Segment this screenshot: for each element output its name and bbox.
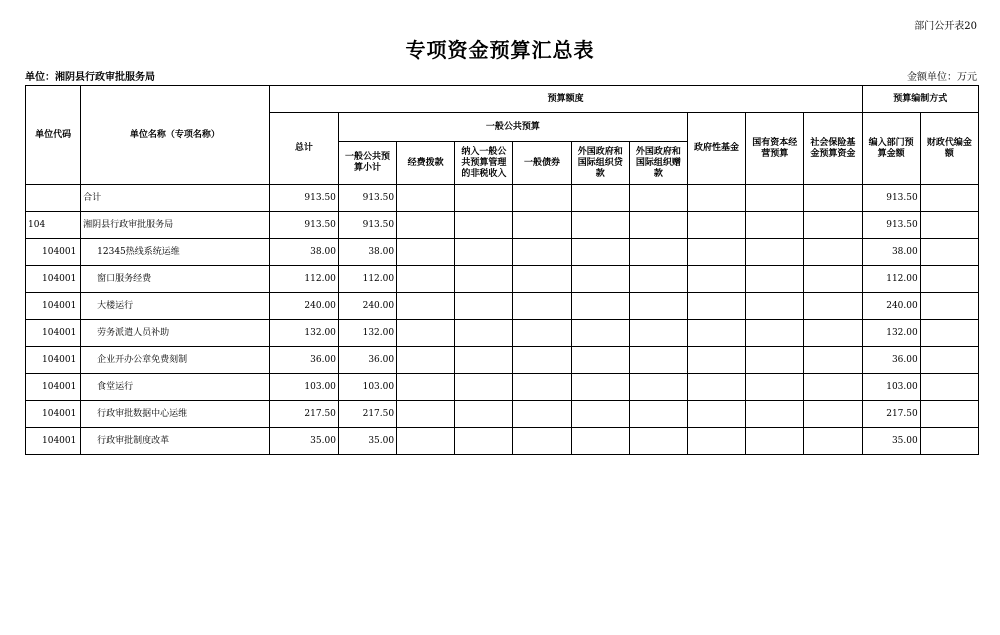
cell-foreign-grant bbox=[629, 347, 687, 374]
cell-fiscal-budget bbox=[920, 401, 978, 428]
cell-nontax bbox=[455, 374, 513, 401]
cell-gov-fund bbox=[687, 266, 745, 293]
cell-total: 38.00 bbox=[269, 239, 338, 266]
cell-fiscal-budget bbox=[920, 239, 978, 266]
header-dept-budget: 编入部门预算金额 bbox=[862, 113, 920, 185]
cell-nontax bbox=[455, 185, 513, 212]
cell-foreign-loan bbox=[571, 185, 629, 212]
cell-bond bbox=[513, 428, 571, 455]
cell-gp-subtotal: 36.00 bbox=[338, 347, 396, 374]
cell-gp-subtotal: 132.00 bbox=[338, 320, 396, 347]
cell-nontax bbox=[455, 293, 513, 320]
table-row bbox=[26, 320, 979, 347]
cell-social-insurance bbox=[804, 185, 862, 212]
cell-code bbox=[26, 185, 81, 212]
cell-dept-budget: 36.00 bbox=[862, 347, 920, 374]
cell-gov-fund bbox=[687, 212, 745, 239]
cell-foreign-loan bbox=[571, 212, 629, 239]
cell-gov-fund bbox=[687, 239, 745, 266]
header-general-public: 一般公共预算 bbox=[338, 113, 687, 142]
cell-total: 36.00 bbox=[269, 347, 338, 374]
header-fiscal-budget: 财政代编金额 bbox=[920, 113, 978, 185]
cell-foreign-grant bbox=[629, 212, 687, 239]
cell-name: 湘阴县行政审批服务局 bbox=[81, 212, 270, 239]
cell-social-insurance bbox=[804, 212, 862, 239]
header-gp-subtotal: 一般公共预算小计 bbox=[338, 142, 396, 185]
cell-dept-budget: 913.50 bbox=[862, 185, 920, 212]
header-code: 单位代码 bbox=[26, 86, 81, 185]
header-gov-fund: 政府性基金 bbox=[687, 113, 745, 185]
cell-nontax bbox=[455, 320, 513, 347]
cell-operating bbox=[397, 374, 455, 401]
money-unit-label: 金额单位：万元 bbox=[907, 72, 977, 83]
cell-code: 104001 bbox=[26, 401, 81, 428]
form-number: 部门公开表20 bbox=[914, 21, 977, 32]
cell-state-capital bbox=[746, 320, 804, 347]
cell-dept-budget: 132.00 bbox=[862, 320, 920, 347]
cell-operating bbox=[397, 347, 455, 374]
cell-gp-subtotal: 217.50 bbox=[338, 401, 396, 428]
cell-nontax bbox=[455, 428, 513, 455]
cell-bond bbox=[513, 239, 571, 266]
cell-bond bbox=[513, 401, 571, 428]
cell-social-insurance bbox=[804, 266, 862, 293]
cell-state-capital bbox=[746, 374, 804, 401]
header-nontax: 纳入一般公共预算管理的非税收入 bbox=[455, 142, 513, 185]
cell-state-capital bbox=[746, 266, 804, 293]
cell-foreign-grant bbox=[629, 320, 687, 347]
cell-operating bbox=[397, 401, 455, 428]
cell-gov-fund bbox=[687, 428, 745, 455]
cell-gp-subtotal: 38.00 bbox=[338, 239, 396, 266]
cell-name: 劳务派遣人员补助 bbox=[81, 320, 270, 347]
cell-code: 104001 bbox=[26, 239, 81, 266]
cell-total: 132.00 bbox=[269, 320, 338, 347]
cell-bond bbox=[513, 320, 571, 347]
cell-fiscal-budget bbox=[920, 428, 978, 455]
table-row bbox=[26, 185, 979, 212]
cell-foreign-loan bbox=[571, 401, 629, 428]
cell-name: 12345热线系统运维 bbox=[81, 239, 270, 266]
cell-total: 103.00 bbox=[269, 374, 338, 401]
cell-social-insurance bbox=[804, 374, 862, 401]
cell-gov-fund bbox=[687, 347, 745, 374]
cell-fiscal-budget bbox=[920, 320, 978, 347]
cell-bond bbox=[513, 212, 571, 239]
cell-code: 104001 bbox=[26, 347, 81, 374]
cell-total: 240.00 bbox=[269, 293, 338, 320]
cell-fiscal-budget bbox=[920, 212, 978, 239]
cell-foreign-grant bbox=[629, 401, 687, 428]
cell-name: 大楼运行 bbox=[81, 293, 270, 320]
cell-social-insurance bbox=[804, 293, 862, 320]
cell-bond bbox=[513, 185, 571, 212]
cell-bond bbox=[513, 347, 571, 374]
cell-gp-subtotal: 103.00 bbox=[338, 374, 396, 401]
cell-bond bbox=[513, 293, 571, 320]
table-row bbox=[26, 374, 979, 401]
cell-total: 35.00 bbox=[269, 428, 338, 455]
cell-foreign-loan bbox=[571, 239, 629, 266]
cell-social-insurance bbox=[804, 428, 862, 455]
cell-code: 104001 bbox=[26, 374, 81, 401]
cell-name: 合计 bbox=[81, 185, 270, 212]
cell-operating bbox=[397, 320, 455, 347]
cell-name: 企业开办公章免费刻制 bbox=[81, 347, 270, 374]
cell-gov-fund bbox=[687, 320, 745, 347]
cell-code: 104 bbox=[26, 212, 81, 239]
cell-fiscal-budget bbox=[920, 185, 978, 212]
table-row bbox=[26, 212, 979, 239]
cell-fiscal-budget bbox=[920, 374, 978, 401]
budget-table bbox=[25, 85, 979, 455]
cell-foreign-grant bbox=[629, 428, 687, 455]
cell-state-capital bbox=[746, 212, 804, 239]
cell-fiscal-budget bbox=[920, 347, 978, 374]
cell-name: 行政审批数据中心运维 bbox=[81, 401, 270, 428]
cell-nontax bbox=[455, 347, 513, 374]
cell-state-capital bbox=[746, 239, 804, 266]
cell-gp-subtotal: 913.50 bbox=[338, 212, 396, 239]
cell-nontax bbox=[455, 212, 513, 239]
cell-name: 行政审批制度改革 bbox=[81, 428, 270, 455]
header-name: 单位名称（专项名称） bbox=[81, 86, 270, 185]
cell-dept-budget: 240.00 bbox=[862, 293, 920, 320]
table-row bbox=[26, 347, 979, 374]
cell-total: 217.50 bbox=[269, 401, 338, 428]
cell-foreign-loan bbox=[571, 320, 629, 347]
cell-nontax bbox=[455, 239, 513, 266]
cell-operating bbox=[397, 293, 455, 320]
cell-social-insurance bbox=[804, 239, 862, 266]
cell-social-insurance bbox=[804, 347, 862, 374]
table-row bbox=[26, 266, 979, 293]
cell-fiscal-budget bbox=[920, 293, 978, 320]
cell-foreign-grant bbox=[629, 374, 687, 401]
cell-operating bbox=[397, 185, 455, 212]
unit-label: 单位：湘阴县行政审批服务局 bbox=[25, 72, 155, 83]
cell-gov-fund bbox=[687, 293, 745, 320]
cell-name: 食堂运行 bbox=[81, 374, 270, 401]
table-row bbox=[26, 401, 979, 428]
cell-foreign-grant bbox=[629, 239, 687, 266]
header-foreign-grant: 外国政府和国际组织赠款 bbox=[629, 142, 687, 185]
cell-operating bbox=[397, 212, 455, 239]
table-row bbox=[26, 239, 979, 266]
cell-foreign-loan bbox=[571, 347, 629, 374]
cell-foreign-loan bbox=[571, 266, 629, 293]
header-foreign-loan: 外国政府和国际组织贷款 bbox=[571, 142, 629, 185]
cell-state-capital bbox=[746, 185, 804, 212]
cell-name: 窗口服务经费 bbox=[81, 266, 270, 293]
cell-state-capital bbox=[746, 428, 804, 455]
cell-foreign-loan bbox=[571, 428, 629, 455]
cell-nontax bbox=[455, 266, 513, 293]
cell-operating bbox=[397, 428, 455, 455]
table-row bbox=[26, 293, 979, 320]
table-row bbox=[26, 428, 979, 455]
cell-gp-subtotal: 112.00 bbox=[338, 266, 396, 293]
header-compile-method: 预算编制方式 bbox=[862, 86, 978, 113]
cell-foreign-grant bbox=[629, 185, 687, 212]
cell-gov-fund bbox=[687, 374, 745, 401]
cell-operating bbox=[397, 266, 455, 293]
cell-gov-fund bbox=[687, 401, 745, 428]
cell-dept-budget: 112.00 bbox=[862, 266, 920, 293]
cell-gp-subtotal: 240.00 bbox=[338, 293, 396, 320]
cell-dept-budget: 103.00 bbox=[862, 374, 920, 401]
cell-dept-budget: 913.50 bbox=[862, 212, 920, 239]
cell-foreign-loan bbox=[571, 374, 629, 401]
cell-nontax bbox=[455, 401, 513, 428]
page-title: 专项资金预算汇总表 bbox=[405, 38, 595, 62]
cell-dept-budget: 38.00 bbox=[862, 239, 920, 266]
cell-dept-budget: 35.00 bbox=[862, 428, 920, 455]
cell-gp-subtotal: 913.50 bbox=[338, 185, 396, 212]
header-total: 总计 bbox=[269, 113, 338, 185]
cell-total: 112.00 bbox=[269, 266, 338, 293]
cell-code: 104001 bbox=[26, 266, 81, 293]
cell-code: 104001 bbox=[26, 293, 81, 320]
cell-social-insurance bbox=[804, 401, 862, 428]
header-budget-amount: 预算额度 bbox=[269, 86, 862, 113]
cell-foreign-loan bbox=[571, 293, 629, 320]
cell-gov-fund bbox=[687, 185, 745, 212]
cell-state-capital bbox=[746, 293, 804, 320]
cell-foreign-grant bbox=[629, 293, 687, 320]
header-operating: 经费拨款 bbox=[397, 142, 455, 185]
cell-state-capital bbox=[746, 401, 804, 428]
cell-gp-subtotal: 35.00 bbox=[338, 428, 396, 455]
cell-code: 104001 bbox=[26, 320, 81, 347]
cell-bond bbox=[513, 374, 571, 401]
cell-dept-budget: 217.50 bbox=[862, 401, 920, 428]
cell-social-insurance bbox=[804, 320, 862, 347]
header-bond: 一般债券 bbox=[513, 142, 571, 185]
cell-foreign-grant bbox=[629, 266, 687, 293]
cell-bond bbox=[513, 266, 571, 293]
header-state-capital: 国有资本经营预算 bbox=[746, 113, 804, 185]
cell-state-capital bbox=[746, 347, 804, 374]
header-social-insurance: 社会保险基金预算资金 bbox=[804, 113, 862, 185]
cell-total: 913.50 bbox=[269, 212, 338, 239]
cell-fiscal-budget bbox=[920, 266, 978, 293]
cell-code: 104001 bbox=[26, 428, 81, 455]
cell-total: 913.50 bbox=[269, 185, 338, 212]
cell-operating bbox=[397, 239, 455, 266]
